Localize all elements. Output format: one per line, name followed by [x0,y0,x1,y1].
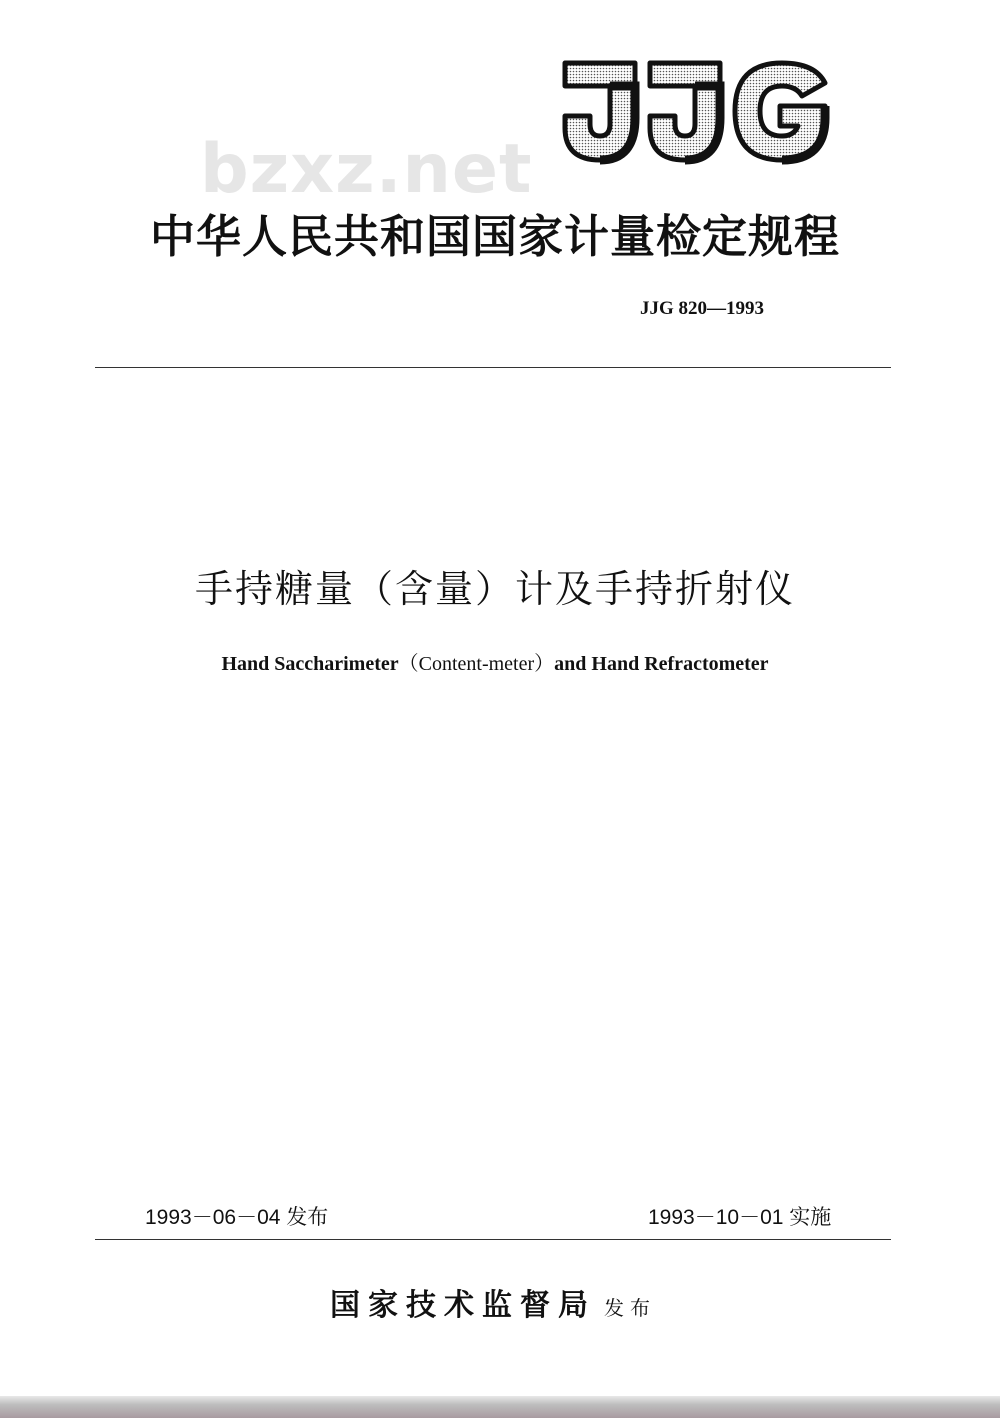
publisher-action: 发布 [604,1296,656,1320]
regulation-category-title: 中华人民共和国国家计量检定规程 [149,210,840,263]
standard-number: JJG 820—1993 [640,298,765,319]
publisher-line [95,1280,891,1324]
publisher-org: 国家技术监督局 [330,1288,596,1323]
implementation-date: 1993－10－01 实施 [648,1206,832,1229]
top-divider [95,367,891,368]
title-en-part3: and Hand Refractometer [554,653,769,675]
document-title-cn: 手持糖量（含量）计及手持折射仪 [194,567,795,611]
logo-text: JJG [560,58,562,59]
watermark-text: bzxz.net [200,130,533,209]
bottom-divider [95,1239,891,1240]
jjg-logo [560,58,830,168]
page-bottom-edge [0,1396,1000,1418]
document-title-en [95,647,895,676]
title-en-part2: （Content-meter） [398,653,555,675]
title-en-part1: Hand Saccharimeter [221,653,399,675]
issue-date: 1993－06－04 发布 [145,1206,329,1229]
